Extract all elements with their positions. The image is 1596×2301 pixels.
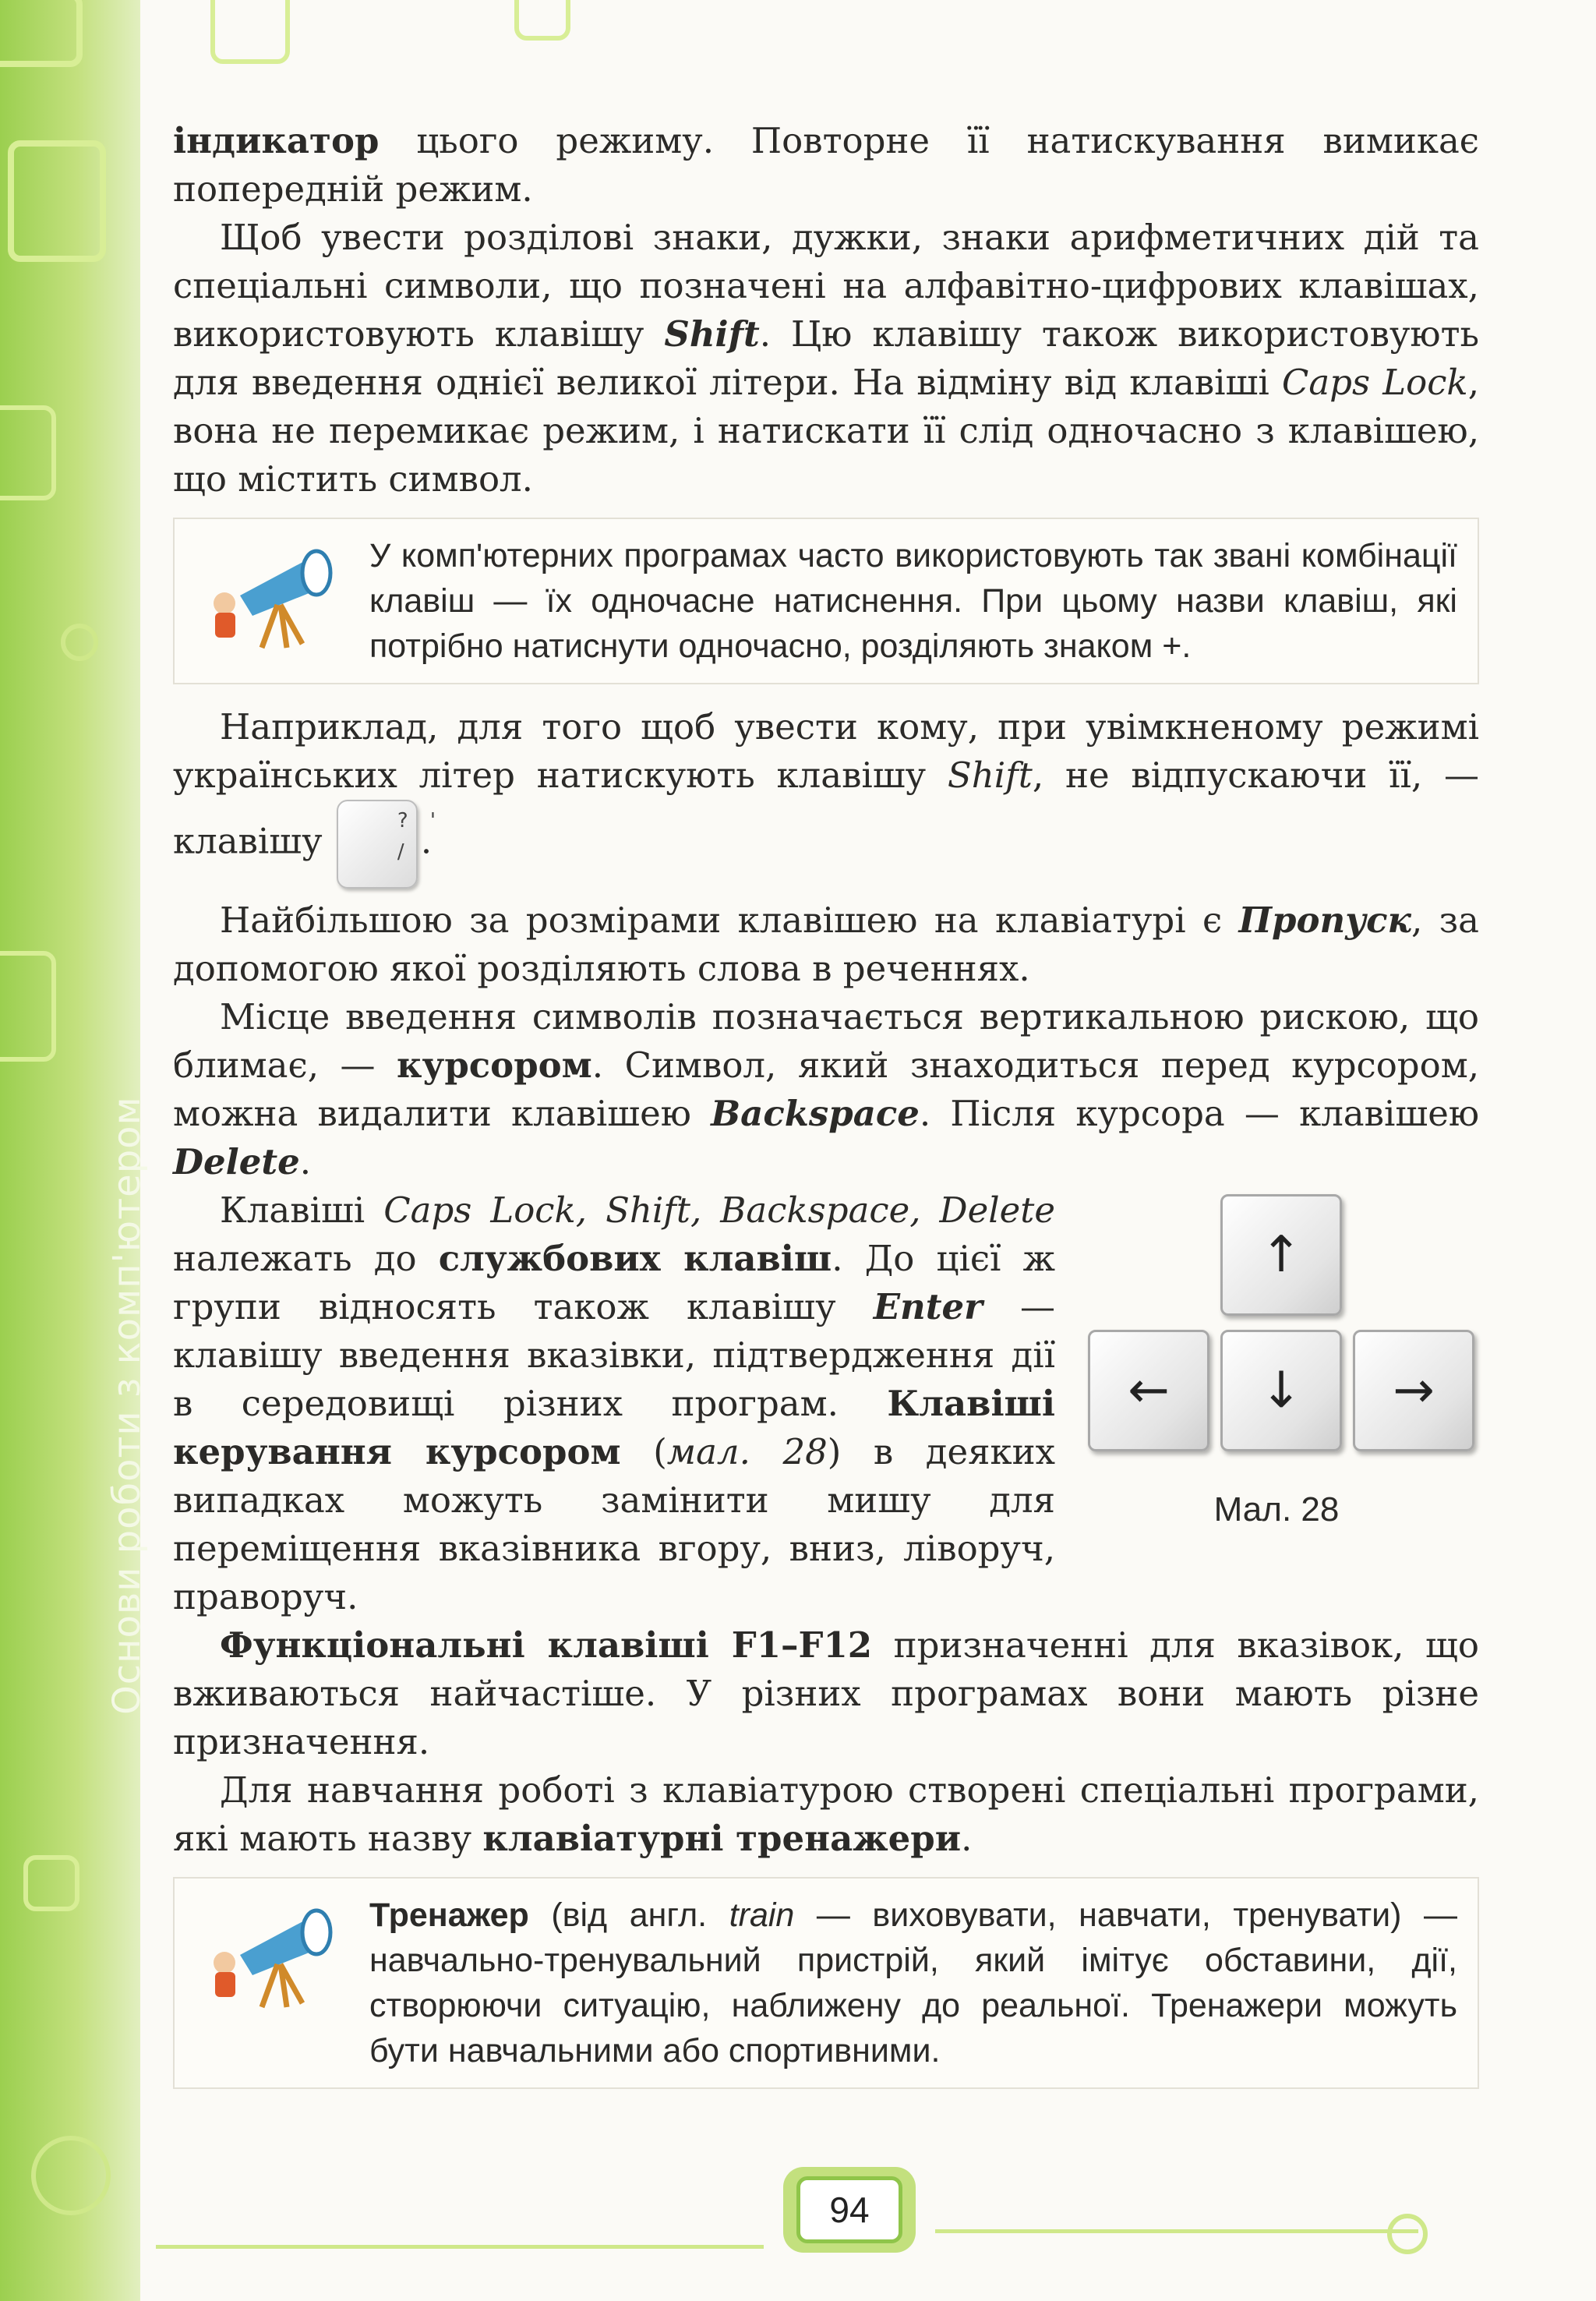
paragraph-2: Щоб увести розділові знаки, дужки, знаки арифметичних дій та спеціальні символи, що позначені на алфавітно-цифрових клавішах, використовують клавішу Shift. Цю клавішу також використовують для введення однієї великої літери. На відміну від клавіші Caps Lock, вона не перемикає режим, і натискати її слід одночасно з клавішею, що містить символ. <box>173 217 1479 500</box>
decor-circle <box>61 624 98 661</box>
figure-arrow-keys <box>1074 1186 1479 1537</box>
paragraph-6: Клавіші Caps Lock, Shift, Backspace, Delete належать до службових клавіш. До цієї ж групи відносять також клавішу Enter — клавішу введення вказівки, підтвердження дії в середовищі різних програм. Клавіші керування курсором (мал. 28) в деяких випадках можуть замінити мишу для переміщення вказівника вгору, вниз, ліворуч, праворуч. <box>173 1189 1056 1617</box>
arrow-left-key-icon: ← <box>1088 1330 1209 1451</box>
decor-line <box>156 2245 764 2249</box>
decor-square <box>514 0 570 41</box>
paragraph-7: Функціональні клавіші F1–F12 призначенні для вказівок, що вживаються найчастіше. У різних програмах вони мають різне призначення. <box>173 1624 1479 1762</box>
note-box-key-combinations <box>173 518 1479 684</box>
decor-square <box>8 140 106 262</box>
paragraph-8: Для навчання роботі з клавіатурою створені спеціальні програми, які мають назву клавіатурні тренажери. <box>173 1769 1479 1859</box>
page-number: 94 <box>796 2176 902 2243</box>
decor-square <box>210 0 290 64</box>
paragraph-5: Місце введення символів позначається вертикальною рискою, що блимає, — курсором. Символ, який знаходиться перед курсором, можна видалити клавішею Backspace. Після курсора — клавішею Delete. <box>173 996 1480 1182</box>
telescope-icon <box>193 535 349 652</box>
decor-square <box>0 951 56 1062</box>
paragraph-4: Найбільшою за розмірами клавішею на клавіатурі є Пропуск, за допомогою якої розділяють слова в реченнях. <box>173 900 1479 989</box>
note-box-trainer: Тренажер (від англ. train — виховувати, навчати, тренувати) — навчально-тренувальний пристрій, який імітує обставини, дії, створюючи ситуацію, наближену до реальної. Тренажери можуть бути навчальними або спортивними. <box>173 1877 1479 2089</box>
arrow-right-key-icon: → <box>1353 1330 1474 1451</box>
paragraph-3: Наприклад, для того щоб увести кому, при увімкненому режимі українських літер натискують клавішу Shift, не відпускаючи її, — клавішу ? ' / . <box>173 703 1479 889</box>
page-number-badge <box>783 2167 916 2253</box>
arrow-down-key-icon: ↓ <box>1220 1330 1342 1451</box>
section-title: Основи роботи з комп'ютером <box>105 1096 149 1715</box>
figure-caption: Мал. 28 <box>1213 1490 1340 1529</box>
decor-square <box>0 0 83 67</box>
decor-line <box>935 2229 1418 2233</box>
telescope-icon <box>193 1894 349 2011</box>
arrow-up-key-icon: ↑ <box>1220 1194 1342 1316</box>
decor-square <box>0 405 56 500</box>
decor-circle <box>1387 2214 1428 2254</box>
decor-circle <box>31 2136 111 2215</box>
decor-square <box>23 1855 79 1911</box>
page-content <box>173 117 1479 2108</box>
comma-key-icon: ? ' / <box>337 800 418 889</box>
paragraph-1: індикатор цього режиму. Повторне її натискування вимикає попередній режим. <box>173 120 1479 210</box>
note-text: У комп'ютерних програмах часто використовують так звані комбінації клавіш — їх одночасне натиснення. При цьому назви клавіш, які потрібно натиснути одночасно, розділяють знаком +. <box>369 537 1457 665</box>
